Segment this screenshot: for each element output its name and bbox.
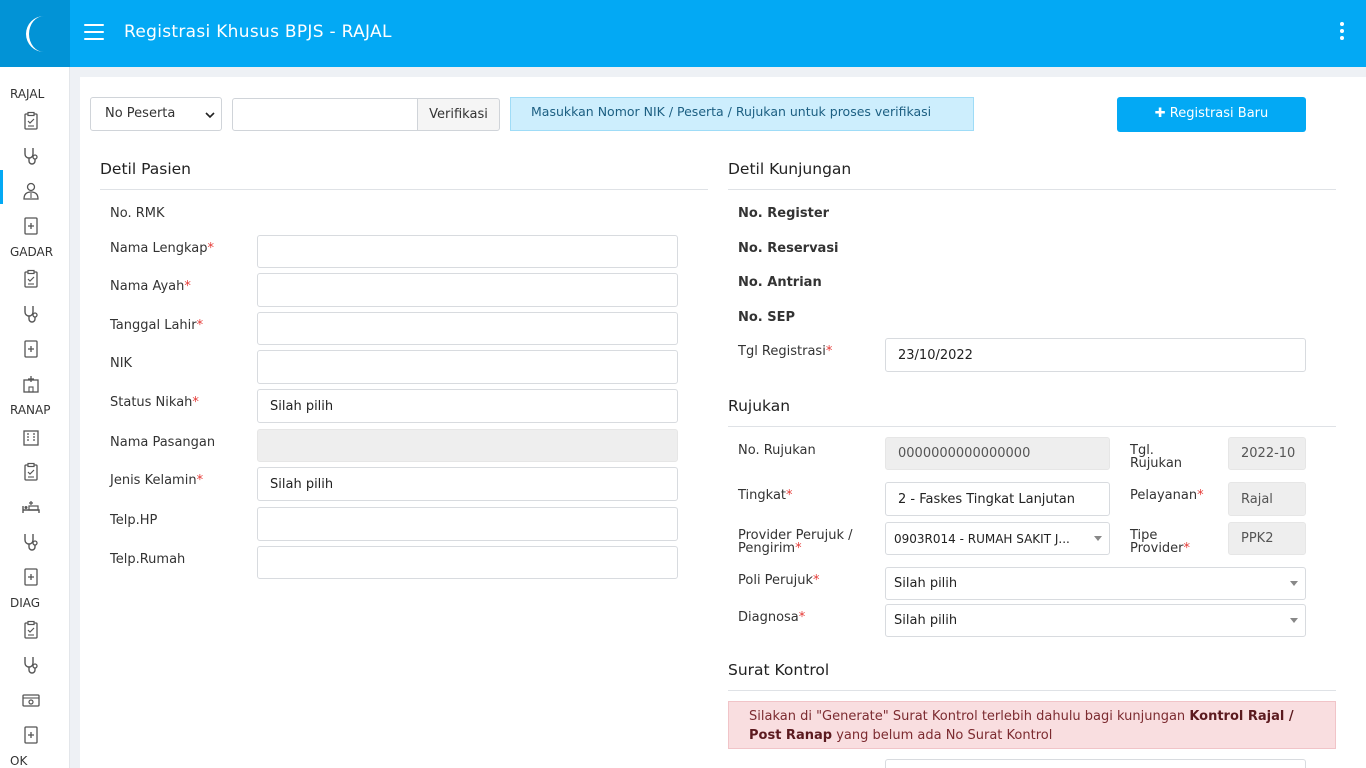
hospital-building-icon[interactable]	[20, 426, 42, 448]
plus-icon: ✚	[1154, 106, 1166, 121]
nik-input[interactable]	[257, 350, 678, 384]
label-tgl-registrasi: Tgl Registrasi*	[738, 344, 833, 359]
nama-pasangan-input	[257, 429, 678, 462]
diagnosa-value: Silah pilih	[894, 613, 958, 628]
more-options-icon[interactable]	[1336, 22, 1348, 44]
sidebar-section-ranap: RANAP	[10, 403, 51, 417]
menu-icon[interactable]	[84, 24, 104, 42]
crescent-moon-icon	[20, 14, 56, 54]
chevron-down-icon	[1290, 581, 1298, 586]
nama-lengkap-input[interactable]	[257, 235, 678, 268]
surat-kontrol-alert: Silakan di "Generate" Surat Kontrol terlebih dahulu bagi kunjungan Kontrol Rajal / Post Ranap yang belum ada No Surat Kontrol	[728, 701, 1336, 749]
provider-perujuk-value: 0903R014 - RUMAH SAKIT J...	[894, 531, 1070, 546]
stethoscope-icon[interactable]	[20, 303, 42, 325]
label-tgl-rujukan: Tgl. Rujukan	[1130, 443, 1183, 471]
diagnosa-select[interactable]	[885, 604, 1306, 637]
label-poli-perujuk: Poli Perujuk*	[738, 573, 820, 588]
jenis-kelamin-select[interactable]: Silah pilih	[257, 467, 678, 501]
tgl-rujukan-input: 2022-10	[1228, 437, 1306, 470]
telp-hp-input[interactable]	[257, 507, 678, 541]
sidebar-section-gadar: GADAR	[10, 245, 54, 259]
label-no-register: No. Register	[738, 206, 830, 221]
surat-kontrol-input[interactable]	[885, 759, 1306, 768]
label-no-sep: No. SEP	[738, 310, 796, 325]
divider	[728, 690, 1336, 691]
pelayanan-input: Rajal	[1228, 482, 1306, 516]
label-nama-pasangan: Nama Pasangan	[110, 435, 216, 450]
active-indicator	[0, 170, 3, 204]
label-status-nikah: Status Nikah*	[110, 395, 199, 410]
page-title: Registrasi Khusus BPJS - RAJAL	[124, 22, 392, 42]
label-telp-hp: Telp.HP	[110, 513, 158, 528]
label-tingkat: Tingkat*	[738, 488, 793, 503]
chevron-down-icon	[1290, 618, 1298, 623]
patient-section-title: Detil Pasien	[100, 160, 191, 178]
tgl-registrasi-input[interactable]: 23/10/2022	[885, 338, 1306, 372]
clipboard-icon[interactable]	[20, 268, 42, 290]
label-no-rujukan: No. Rujukan	[738, 443, 816, 458]
label-no-antrian: No. Antrian	[738, 275, 822, 290]
clipboard-icon[interactable]	[20, 110, 42, 132]
sidebar-section-ok: OK	[10, 754, 28, 768]
label-tipe-provider: Tipe Provider*	[1130, 528, 1191, 556]
label-tanggal-lahir: Tanggal Lahir*	[110, 318, 204, 333]
new-registration-label: Registrasi Baru	[1169, 106, 1269, 121]
divider	[728, 189, 1336, 190]
stethoscope-icon[interactable]	[20, 145, 42, 167]
label-nik: NIK	[110, 356, 133, 371]
label-jenis-kelamin: Jenis Kelamin*	[110, 473, 204, 488]
provider-perujuk-select[interactable]	[885, 522, 1110, 555]
label-no-rmk: No. RMK	[110, 206, 165, 221]
surat-kontrol-section-title: Surat Kontrol	[728, 661, 830, 679]
divider	[100, 189, 708, 190]
label-diagnosa: Diagnosa*	[738, 610, 806, 625]
stethoscope-icon[interactable]	[20, 654, 42, 676]
search-type-select[interactable]	[90, 97, 222, 131]
telp-rumah-input[interactable]	[257, 546, 678, 579]
sidebar	[0, 67, 70, 768]
label-nama-ayah: Nama Ayah*	[110, 279, 191, 294]
medical-file-icon[interactable]	[20, 215, 42, 237]
verification-input[interactable]	[232, 98, 418, 131]
lab-equipment-icon[interactable]	[20, 689, 42, 711]
clipboard-icon[interactable]	[20, 461, 42, 483]
search-type-value: No Peserta	[105, 106, 176, 121]
verify-button[interactable]: Verifikasi	[417, 98, 500, 131]
rujukan-section-title: Rujukan	[728, 397, 791, 415]
label-no-reservasi: No. Reservasi	[738, 241, 839, 256]
logo[interactable]	[0, 0, 70, 67]
label-provider-perujuk: Provider Perujuk / Pengirim*	[738, 528, 853, 556]
tingkat-select[interactable]: 2 - Faskes Tingkat Lanjutan	[885, 482, 1110, 516]
user-doctor-icon[interactable]	[20, 180, 42, 202]
label-telp-rumah: Telp.Rumah	[110, 552, 186, 567]
nama-ayah-input[interactable]	[257, 273, 678, 307]
top-bar	[0, 0, 1366, 67]
hospital-building-icon[interactable]	[20, 373, 42, 395]
tipe-provider-input: PPK2	[1228, 522, 1306, 555]
stethoscope-icon[interactable]	[20, 531, 42, 553]
new-registration-button[interactable]	[1117, 97, 1306, 132]
visit-section-title: Detil Kunjungan	[728, 160, 852, 178]
sidebar-section-rajal: RAJAL	[10, 87, 45, 101]
medical-file-icon[interactable]	[20, 724, 42, 746]
poli-perujuk-select[interactable]	[885, 567, 1306, 600]
label-nama-lengkap: Nama Lengkap*	[110, 241, 214, 256]
chevron-down-icon	[1094, 536, 1102, 541]
chevron-down-icon	[205, 110, 215, 120]
no-rujukan-input: 0000000000000000	[885, 437, 1110, 470]
medical-file-icon[interactable]	[20, 566, 42, 588]
clipboard-icon[interactable]	[20, 619, 42, 641]
bed-icon[interactable]	[20, 496, 42, 518]
divider	[728, 426, 1336, 427]
status-nikah-select[interactable]: Silah pilih	[257, 389, 678, 423]
poli-perujuk-value: Silah pilih	[894, 576, 958, 591]
verification-info: Masukkan Nomor NIK / Peserta / Rujukan untuk proses verifikasi	[510, 97, 974, 131]
sidebar-section-diag: DIAG	[10, 596, 41, 610]
medical-file-icon[interactable]	[20, 338, 42, 360]
tanggal-lahir-input[interactable]	[257, 312, 678, 345]
label-pelayanan: Pelayanan*	[1130, 488, 1204, 503]
